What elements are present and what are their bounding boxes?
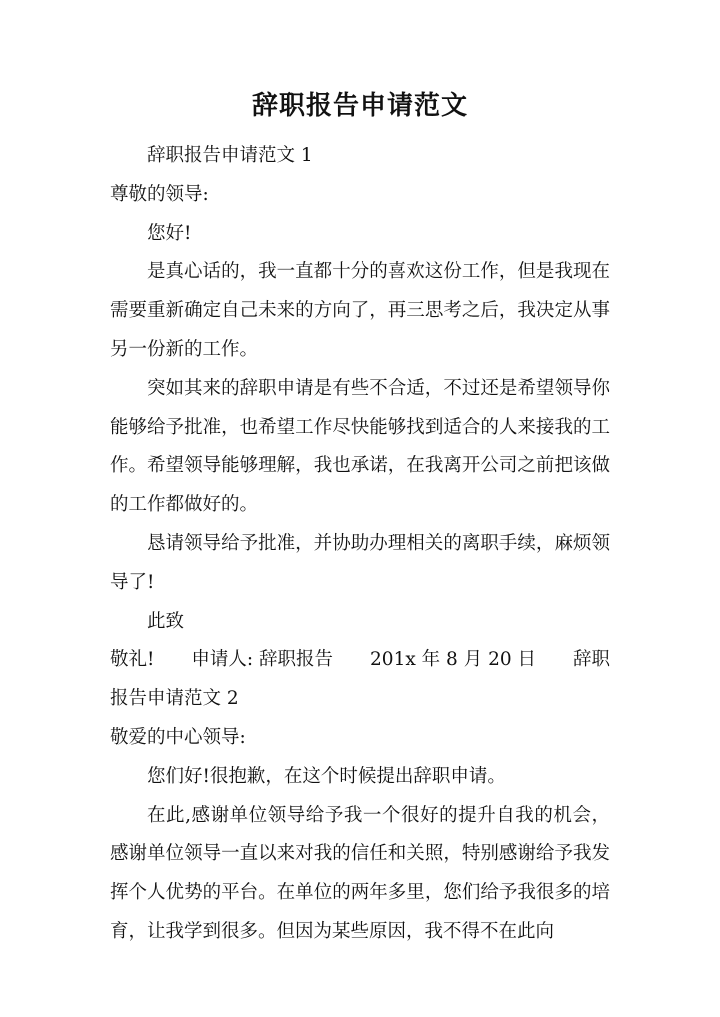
section-heading-2-end: 报告申请范文 2: [110, 688, 239, 710]
closing-1: 此致: [147, 610, 185, 632]
signature-line: [110, 641, 610, 680]
applicant-text: 申请人: 辞职报告: [191, 649, 334, 671]
greeting-1: 您好!: [147, 222, 192, 244]
paragraph-2-1: 在此,感谢单位领导给予我一个很好的提升自我的机会，感谢单位领导一直以来对我的信任和关照，特别感谢给予我发挥个人优势的平台。在单位的两年多里，您们给予我很多的培育，让我学到很多。但因为某些原因，我不得不在此向: [110, 804, 610, 942]
section-heading-1: 辞职报告申请范文 1: [147, 145, 313, 166]
page-title: 辞职报告申请范文: [251, 91, 468, 121]
paragraph-1-3: 恳请领导给予批准，并协助办理相关的离职手续，麻烦领导了!: [110, 532, 610, 593]
section-heading-2-start: 辞职: [572, 649, 610, 671]
salutation-1: 尊敬的领导:: [110, 183, 209, 205]
date-text: 201x 年 8 月 20 日: [370, 649, 536, 671]
regards-text: 敬礼!: [110, 649, 155, 671]
paragraph-1-2: 突如其来的辞职申请是有些不合适，不过还是希望领导你能够给予批准，也希望工作尽快能够找到适合的人来接我的工作。希望领导能够理解，我也承诺，在我离开公司之前把该做的工作都做好的。: [110, 377, 610, 516]
greeting-2: 您们好!很抱歉，在这个时候提出辞职申请。: [147, 765, 506, 787]
paragraph-1-1: 是真心话的，我一直都十分的喜欢这份工作，但是我现在需要重新确定自己未来的方向了，再三思考之后，我决定从事另一份新的工作。: [110, 261, 610, 360]
document-body: [110, 137, 610, 952]
salutation-2: 敬爱的中心领导:: [110, 726, 246, 748]
